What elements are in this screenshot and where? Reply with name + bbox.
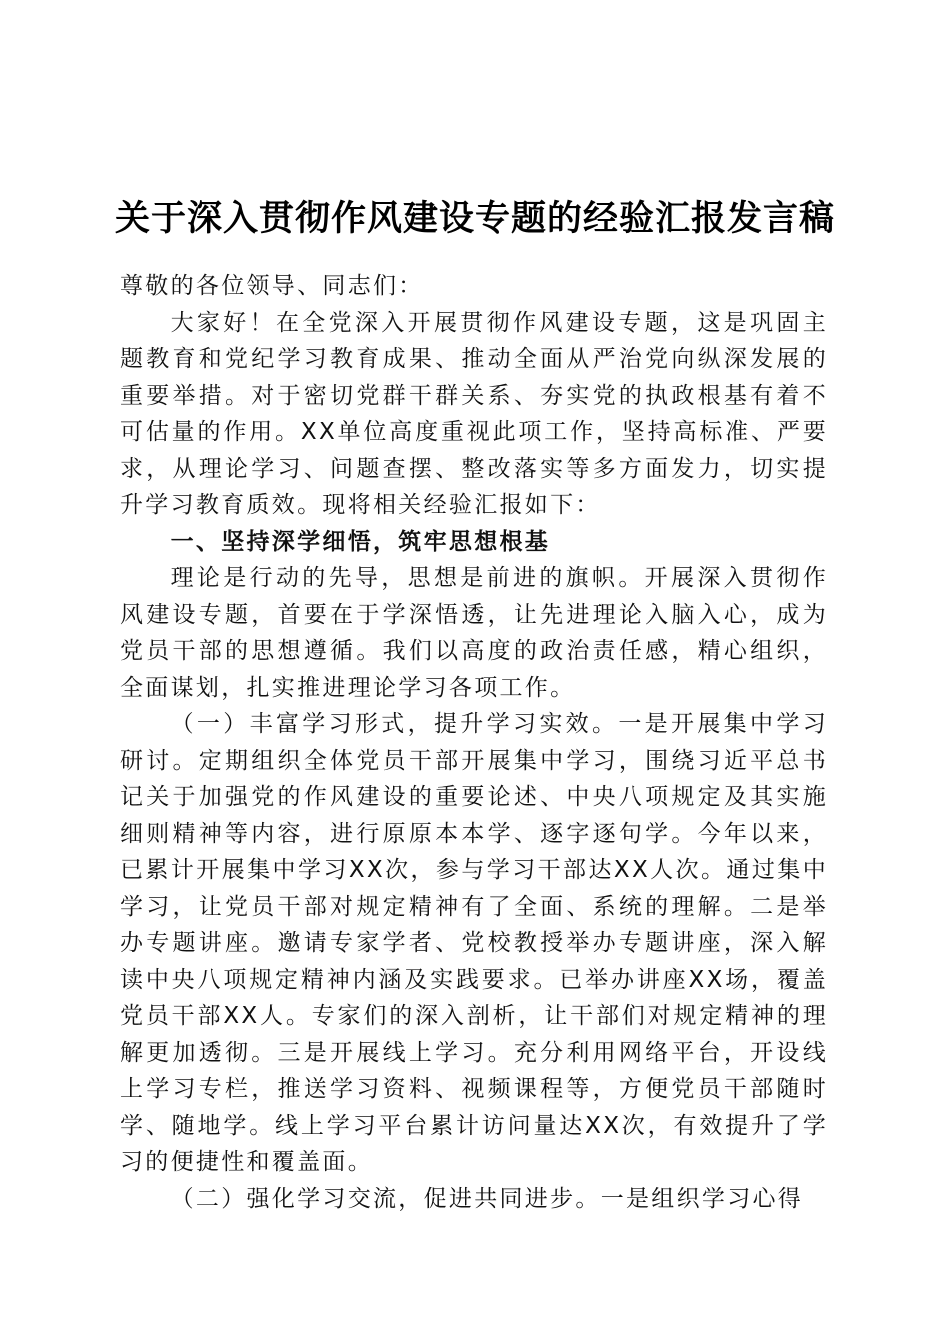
paragraph-section-intro: 理论是行动的先导，思想是前进的旗帜。开展深入贯彻作风建设专题，首要在于学深悟透，让先进理论入脑入心，成为党员干部的思想遵循。我们以高度的政治责任感，精心组织，全面谋划，扎实推进理论学习各项工作。 xyxy=(120,565,828,701)
paragraph-subsection-2: （二）强化学习交流，促进共同进步。一是组织学习心得 xyxy=(170,1185,804,1212)
document-title: 关于深入贯彻作风建设专题的经验汇报发言稿 xyxy=(114,198,835,239)
document-body xyxy=(120,268,828,1217)
section-heading: 一、坚持深学细悟，筑牢思想根基 xyxy=(170,528,551,555)
paragraph-subsection-1: （一）丰富学习形式，提升学习实效。一是开展集中学习研讨。定期组织全体党员干部开展集中学习，围绕习近平总书记关于加强党的作风建设的重要论述、中央八项规定及其实施细则精神等内容，进行原原本本学、逐字逐句学。今年以来，已累计开展集中学习XX次，参与学习干部达XX人次。通过集中学习，让党员干部对规定精神有了全面、系统的理解。二是举办专题讲座。邀请专家学者、党校教授举办专题讲座，深入解读中央八项规定精神内涵及实践要求。已举办讲座XX场，覆盖党员干部XX人。专家们的深入剖析，让干部们对规定精神的理解更加透彻。三是开展线上学习。充分利用网络平台，开设线上学习专栏，推送学习资料、视频课程等，方便党员干部随时学、随地学。线上学习平台累计访问量达XX次，有效提升了学习的便捷性和覆盖面。 xyxy=(120,711,828,1175)
paragraph-intro: 大家好！在全党深入开展贯彻作风建设专题，这是巩固主题教育和党纪学习教育成果、推动全面从严治党向纵深发展的重要举措。对于密切党群干群关系、夯实党的执政根基有着不可估量的作用。XX单位高度重视此项工作，坚持高标准、严要求，从理论学习、问题查摆、整改落实等多方面发力，切实提升学习教育质效。现将相关经验汇报如下： xyxy=(120,309,828,518)
salutation: 尊敬的各位领导、同志们： xyxy=(120,273,424,299)
